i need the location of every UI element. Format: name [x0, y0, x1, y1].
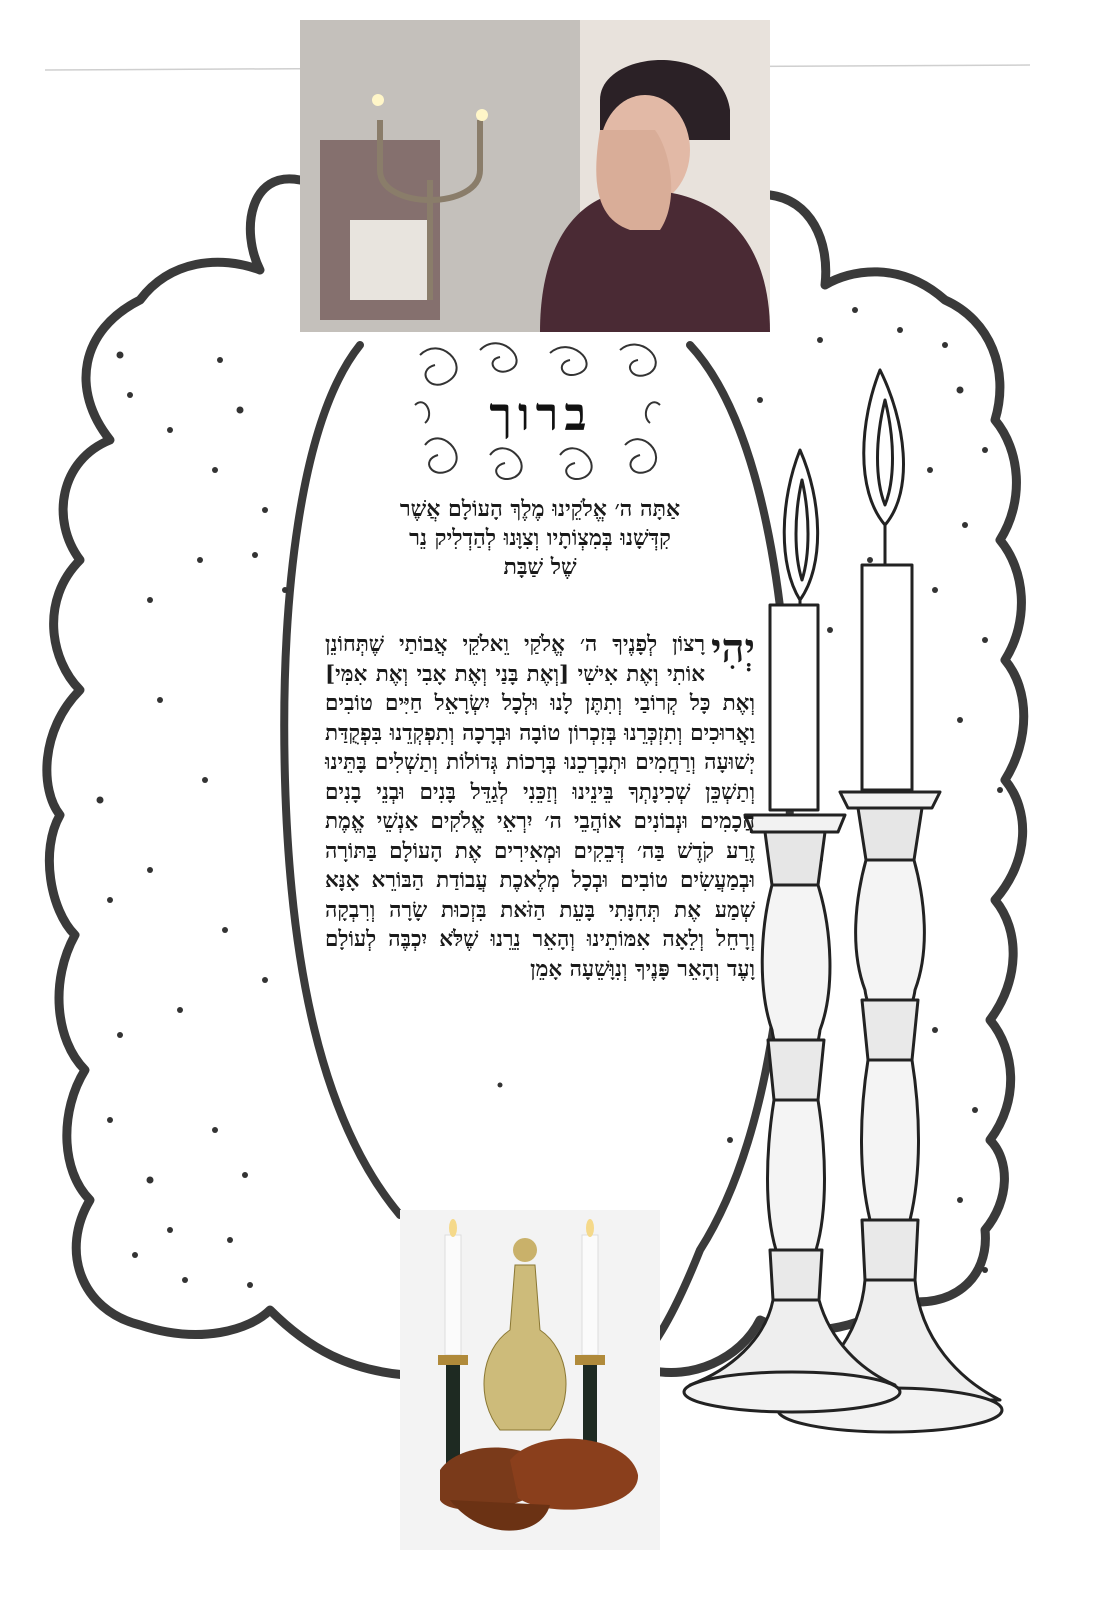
prayer-amen: אָמֵן — [530, 956, 563, 982]
blessing-line: קִדְּשָׁנוּ בְּמִצְוֹתָיו וְצִוָּנוּ לְהַדְלִיק נֵר — [409, 525, 671, 551]
blessing-line: אַתָּה ה׳ אֱלֹקֵינוּ מֶלֶךְ הָעוֹלָם אֲשֶׁר — [399, 496, 681, 522]
prayer-text-block — [325, 495, 755, 1215]
yehi-ratzon-prayer — [325, 625, 755, 984]
prayer-body: רָצוֹן לְפָנֶיךָ ה׳ אֱלֹקַי וֵאלֹקֵי אֲבוֹתַי שֶׁתְּחוֹנֵן אוֹתִי וְאֶת אִישִׁי [וְאֶת בָּנַי וְאֶת אָבִי וְאֶת אִמִּי] וְאֶת כָּל קְרוֹבַי וְתִתֶּן לָנוּ וּלְכָל יִשְׂרָאֵל חַיִּים טוֹבִים וַאֲרוּכִים וְתִזְכְּרֵנוּ בְּזִכְרוֹן טוֹבָה וּבְרָכָה וְתִפְקְדֵנוּ בִּפְקֻדַּת יְשׁוּעָה וְרַחֲמִים וּתְבָרְכֵנוּ בְּרָכוֹת גְּדוֹלוֹת וְתַשְׁלִים בָּתֵּינוּ וְתַשְׁכֵּן שְׁכִינָתְךָ בֵּינֵינוּ וְזַכֵּנִי לְגַדֵּל בָּנִים וּבְנֵי בָנִים חֲכָמִים וּנְבוֹנִים אוֹהֲבֵי ה׳ יִרְאֵי אֱלֹקִים אַנְשֵׁי אֱמֶת זֶרַע קֹדֶשׁ בַּה׳ דְּבֵקִים וּמְאִירִים אֶת הָעוֹלָם בַּתּוֹרָה וּבְמַעֲשִׂים טוֹבִים וּבְכָל מְלֶאכֶת עֲבוֹדַת הַבּוֹרֵא אָנָּא שְׁמַע אֶת תְּחִנָּתִי בָּעֵת הַזֹּאת בִּזְכוּת שָׂרָה וְרִבְקָה וְרָחֵל וְלֵאָה אִמּוֹתֵינוּ וְהָאֵר נֵרֵנוּ שֶׁלֹּא יִכְבֶּה לְעוֹלָם וָעֶד וְהָאֵר פָּנֶיךָ וְנִוָּשֵׁעָה — [325, 632, 755, 982]
ornamental-title-cartouche — [410, 335, 672, 485]
candle-lighting-blessing — [325, 495, 755, 582]
prayer-initial-word: יְהִי — [711, 625, 755, 672]
candles-and-challah-photo — [400, 1210, 660, 1550]
title-baruch: ברוך — [489, 387, 593, 441]
photo-bottom-art — [400, 1210, 660, 1550]
blessing-line: שֶׁל שַׁבָּת — [503, 554, 577, 580]
photo-top-art — [300, 20, 770, 332]
woman-covering-eyes-photo — [300, 20, 770, 332]
